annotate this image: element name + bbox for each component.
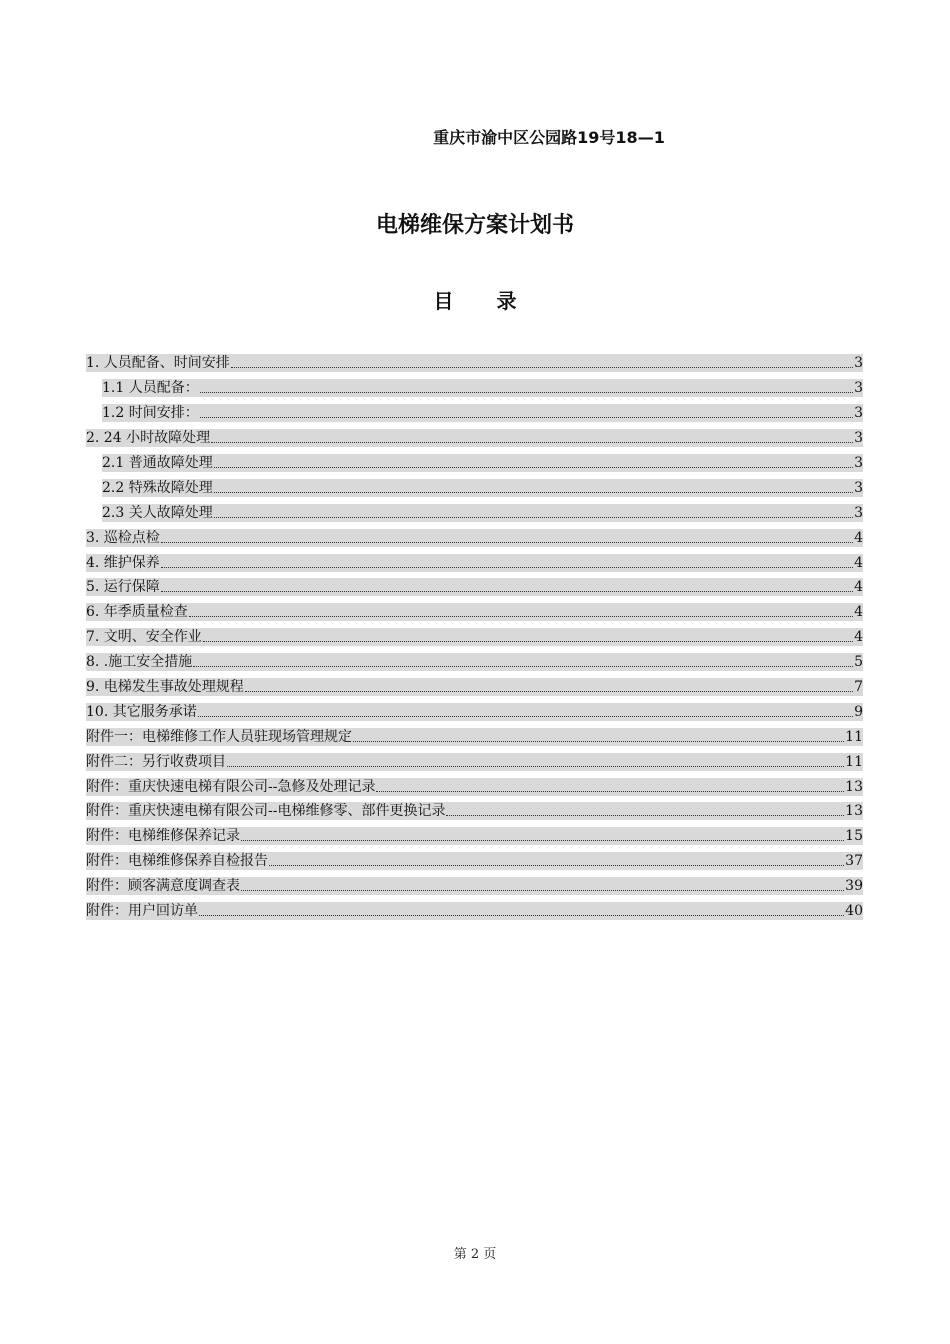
toc-entry-highlight bbox=[86, 578, 863, 596]
toc-entry-label: 1. 人员配备、时间安排 bbox=[86, 355, 230, 372]
toc-entry-page-number: 13 bbox=[845, 803, 863, 820]
toc-entry-highlight bbox=[86, 877, 863, 895]
toc-entry[interactable] bbox=[86, 376, 863, 401]
toc-entry-label: 附件：顾客满意度调查表 bbox=[86, 878, 240, 895]
toc-dot-leader bbox=[376, 791, 844, 792]
toc-entry-label: 2.3 关人故障处理 bbox=[102, 504, 213, 521]
toc-dot-leader bbox=[214, 517, 853, 518]
toc-entry-page-number: 3 bbox=[854, 405, 863, 422]
toc-entry-highlight bbox=[86, 429, 863, 447]
toc-entry[interactable] bbox=[86, 525, 863, 550]
toc-entry-highlight bbox=[86, 603, 863, 621]
toc-entry-page-number: 3 bbox=[854, 455, 863, 471]
toc-entry[interactable] bbox=[86, 749, 863, 774]
toc-entry-highlight bbox=[86, 827, 863, 845]
toc-dot-leader bbox=[241, 840, 844, 841]
toc-dot-leader bbox=[199, 915, 844, 916]
toc-entry-highlight bbox=[86, 554, 863, 572]
toc-entry-label: 8. .施工安全措施 bbox=[86, 654, 193, 671]
toc-dot-leader bbox=[198, 716, 853, 717]
toc-entry-label: 6. 年季质量检查 bbox=[86, 604, 188, 621]
toc-entry[interactable] bbox=[86, 625, 863, 650]
toc-entry-label: 附件：用户回访单 bbox=[86, 903, 198, 920]
toc-entry-highlight bbox=[86, 628, 863, 646]
toc-dot-leader bbox=[200, 392, 853, 393]
toc-dot-leader bbox=[446, 815, 844, 816]
toc-entry-label: 9. 电梯发生事故处理规程 bbox=[86, 679, 244, 696]
toc-entry[interactable] bbox=[86, 724, 863, 749]
toc-entry-highlight bbox=[86, 852, 863, 870]
toc-entry-highlight bbox=[86, 703, 863, 721]
toc-entry-highlight bbox=[86, 778, 863, 796]
toc-dot-leader bbox=[214, 467, 853, 468]
toc-entry-label: 附件：重庆快速电梯有限公司--急修及处理记录 bbox=[86, 778, 376, 795]
table-of-contents bbox=[86, 351, 863, 923]
toc-entry[interactable] bbox=[86, 500, 863, 525]
toc-entry-highlight bbox=[102, 454, 863, 472]
toc-entry[interactable] bbox=[86, 799, 863, 824]
company-address: 重庆市渝中区公园路19号18—1 bbox=[433, 128, 665, 147]
toc-entry-page-number: 4 bbox=[854, 529, 863, 546]
toc-dot-leader bbox=[203, 641, 853, 642]
toc-entry[interactable] bbox=[86, 401, 863, 426]
document-title: 电梯维保方案计划书 bbox=[375, 213, 574, 238]
toc-entry[interactable] bbox=[86, 550, 863, 575]
toc-entry-label: 1.2 时间安排： bbox=[102, 405, 199, 422]
toc-entry-page-number: 39 bbox=[845, 878, 863, 895]
toc-entry-highlight bbox=[86, 529, 863, 547]
toc-entry[interactable] bbox=[86, 849, 863, 874]
toc-entry-highlight bbox=[86, 802, 863, 820]
toc-entry-highlight bbox=[86, 354, 863, 372]
toc-dot-leader bbox=[161, 542, 853, 543]
toc-entry-page-number: 4 bbox=[854, 629, 863, 646]
toc-dot-leader bbox=[245, 691, 853, 692]
toc-entry[interactable] bbox=[86, 774, 863, 799]
toc-entry-highlight bbox=[102, 504, 863, 522]
toc-entry-page-number: 4 bbox=[854, 604, 863, 621]
toc-dot-leader bbox=[161, 591, 853, 592]
toc-entry-label: 附件：电梯维修保养自检报告 bbox=[86, 853, 268, 870]
toc-entry[interactable] bbox=[86, 699, 863, 724]
toc-entry-page-number: 3 bbox=[854, 504, 863, 521]
toc-entry[interactable] bbox=[86, 451, 863, 476]
toc-entry-highlight bbox=[86, 728, 863, 746]
toc-dot-leader bbox=[269, 865, 844, 866]
toc-entry-label: 5. 运行保障 bbox=[86, 579, 160, 596]
toc-heading: 目 录 bbox=[433, 289, 535, 313]
toc-dot-leader bbox=[241, 890, 844, 891]
toc-entry-page-number: 40 bbox=[845, 903, 863, 920]
toc-entry-page-number: 3 bbox=[854, 355, 863, 372]
toc-entry-label: 7. 文明、安全作业 bbox=[86, 629, 202, 646]
toc-entry-label: 2.2 特殊故障处理 bbox=[102, 479, 213, 496]
toc-entry-highlight bbox=[86, 902, 863, 920]
toc-entry[interactable] bbox=[86, 575, 863, 600]
toc-entry-page-number: 11 bbox=[845, 753, 863, 770]
toc-entry-page-number: 4 bbox=[854, 579, 863, 596]
toc-entry[interactable] bbox=[86, 426, 863, 451]
toc-entry-page-number: 37 bbox=[845, 853, 863, 870]
toc-entry[interactable] bbox=[86, 675, 863, 700]
toc-dot-leader bbox=[211, 442, 853, 443]
page-number-footer: 第 2 页 bbox=[453, 1247, 497, 1262]
toc-entry[interactable] bbox=[86, 600, 863, 625]
toc-entry-page-number: 5 bbox=[854, 654, 863, 671]
toc-entry-label: 附件一：电梯维修工作人员驻现场管理规定 bbox=[86, 728, 352, 745]
toc-dot-leader bbox=[231, 367, 853, 368]
toc-entry-page-number: 4 bbox=[854, 554, 863, 571]
toc-entry[interactable] bbox=[86, 824, 863, 849]
toc-dot-leader bbox=[227, 766, 844, 767]
toc-entry-highlight bbox=[86, 753, 863, 771]
toc-entry[interactable] bbox=[86, 899, 863, 924]
toc-entry-label: 10. 其它服务承诺 bbox=[86, 703, 197, 720]
toc-entry-page-number: 3 bbox=[854, 479, 863, 496]
toc-entry-highlight bbox=[102, 379, 863, 397]
toc-entry-label: 3. 巡检点检 bbox=[86, 529, 160, 546]
toc-entry-highlight bbox=[102, 404, 863, 422]
toc-entry-label: 1.1 人员配备： bbox=[102, 380, 199, 397]
toc-entry-highlight bbox=[102, 479, 863, 497]
toc-dot-leader bbox=[353, 741, 844, 742]
toc-entry-page-number: 9 bbox=[854, 703, 863, 720]
toc-entry[interactable] bbox=[86, 874, 863, 899]
toc-entry-label: 附件：电梯维修保养记录 bbox=[86, 828, 240, 845]
toc-entry-page-number: 3 bbox=[854, 380, 863, 397]
toc-entry-label: 2. 24 小时故障处理 bbox=[86, 430, 211, 447]
toc-entry-label: 附件二：另行收费项目 bbox=[86, 753, 226, 770]
toc-entry[interactable] bbox=[86, 650, 863, 675]
toc-entry-highlight bbox=[86, 653, 863, 671]
toc-entry-page-number: 3 bbox=[854, 430, 863, 447]
toc-entry-label: 4. 维护保养 bbox=[86, 554, 160, 571]
toc-dot-leader bbox=[193, 666, 853, 667]
toc-entry-page-number: 11 bbox=[845, 728, 863, 745]
toc-dot-leader bbox=[200, 417, 853, 418]
toc-dot-leader bbox=[161, 567, 853, 568]
toc-entry-label: 2.1 普通故障处理 bbox=[102, 455, 213, 471]
toc-entry[interactable] bbox=[86, 475, 863, 500]
toc-entry[interactable] bbox=[86, 351, 863, 376]
toc-entry-label: 附件：重庆快速电梯有限公司--电梯维修零、部件更换记录 bbox=[86, 803, 446, 820]
toc-dot-leader bbox=[189, 616, 853, 617]
toc-dot-leader bbox=[214, 492, 853, 493]
toc-entry-page-number: 15 bbox=[845, 828, 863, 845]
toc-entry-page-number: 7 bbox=[854, 679, 863, 696]
toc-entry-page-number: 13 bbox=[845, 778, 863, 795]
toc-entry-highlight bbox=[86, 678, 863, 696]
